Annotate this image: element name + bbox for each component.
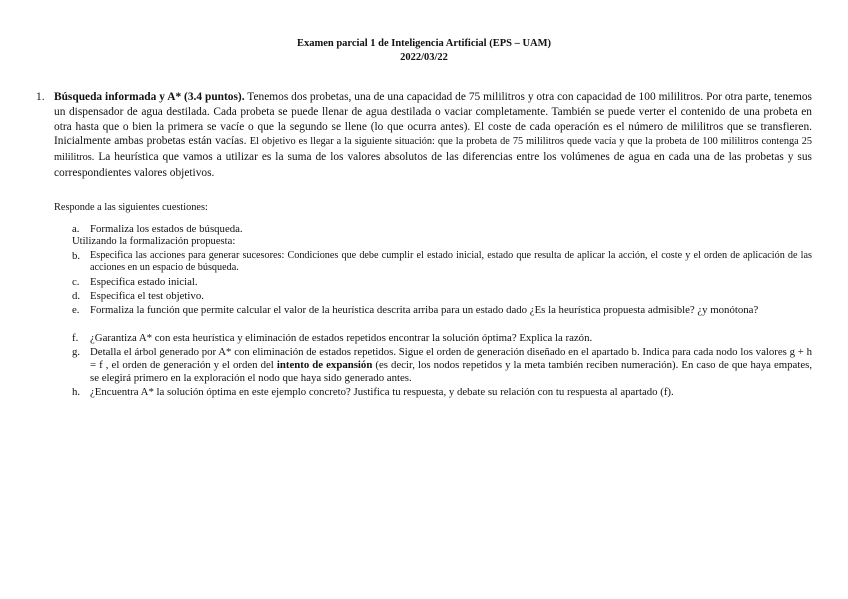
question-body-part3: La heurística que vamos a utilizar es la suma de los valores absolutos de las diferencias entre los volúmenes de agua en cada una de las probetas y sus correspondientes valores objetivos. <box>54 151 812 179</box>
exam-title: Examen parcial 1 de Inteligencia Artificial (EPS – UAM) <box>296 38 552 49</box>
item-text: ¿Garantiza A* con esta heurística y eliminación de estados repetidos encontrar la solución óptima? Explica la razón. <box>90 332 593 344</box>
item-text: Formaliza los estados de búsqueda. <box>90 223 243 235</box>
item-text: Formaliza la función que permite calcular el valor de la heurística descrita arriba para un estado dado ¿Es la heurística propuesta admisible? ¿y monótona? <box>90 304 759 316</box>
item-text-before: Detalla el árbol generado por A* con eliminación de estados repetidos. Sigue el orden de generación diseñado en el apartado b. Indica para cada nodo los valores g + h = f , el orden de generación y el orden del <box>90 346 812 371</box>
item-text: ¿Encuentra A* la solución óptima en este ejemplo concreto? Justifica tu respuesta, y debate su relación con tu respuesta al apartado (f). <box>90 386 674 398</box>
question-body-part2: El objetivo es llegar a la siguiente situación: que la probeta de 75 mililitros quede vacía y que la probeta de 100 mililitros contenga 25 mililitros. <box>54 136 812 164</box>
item-letter: b. <box>72 250 81 262</box>
question-heading: Búsqueda informada y A* (3.4 puntos). <box>54 91 245 103</box>
item-text: Especifica estado inicial. <box>90 276 198 288</box>
item-letter: h. <box>72 386 81 398</box>
item-letter: d. <box>72 290 81 302</box>
question-statement <box>54 90 812 181</box>
item-letter: f. <box>72 332 79 344</box>
item-letter: g. <box>72 346 81 358</box>
respond-label: Responde a las siguientes cuestiones: <box>54 202 208 213</box>
exam-date: 2022/03/22 <box>400 52 448 63</box>
item-text <box>90 346 812 384</box>
intro-text: Utilizando la formalización propuesta: <box>72 236 236 247</box>
item-letter: c. <box>72 276 80 288</box>
item-text-bold: intento de expansión <box>276 358 373 371</box>
item-text-after: (es decir, los nodos repetidos y la meta también reciben numeración). En caso de que haya empates, se elegirá primero en la exploración el nodo que haya sido generado antes. <box>90 358 813 384</box>
question-number: 1. <box>36 91 45 103</box>
question-body-part1: Tenemos dos probetas, una de una capacidad de 75 mililitros y otra con capacidad de 100 mililitros. Por otra parte, tenemos un dispensador de agua destilada. Cada probeta se puede llenar de agua destilada o vaciar completamente. También se puede verter el contenido de una probeta en otra hasta que o bien la primera se vacíe o que la segundo se llene (lo que ocurra antes). El coste de cada operación es el número de mililitros que se transfieren. Inicialmente ambas probetas están vacías. <box>54 91 812 148</box>
item-letter: e. <box>72 304 80 316</box>
item-letter: a. <box>72 223 80 235</box>
item-text: Especifica las acciones para generar sucesores: Condiciones que debe cumplir el estado inicial, estado que resulta de aplicar la acción, el coste y el orden de aplicación de las acciones en un espacio de búsqueda. <box>90 250 812 273</box>
item-text: Especifica el test objetivo. <box>90 290 204 302</box>
